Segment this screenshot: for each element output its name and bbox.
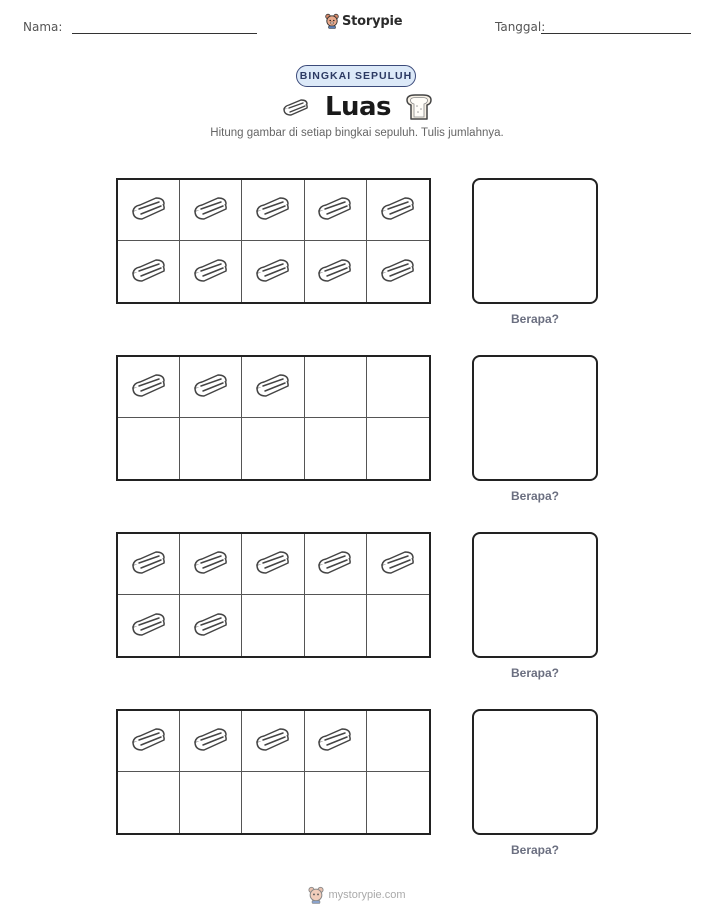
ten-frame-cell <box>367 711 429 772</box>
ten-frame-cell <box>367 357 429 418</box>
ten-frame-cell <box>305 772 367 833</box>
ten-frame-cell <box>242 772 304 833</box>
ten-frame-cell <box>367 534 429 595</box>
ten-frame-cell <box>180 595 242 656</box>
ten-frame-cell <box>242 595 304 656</box>
ten-frame-cell <box>367 418 429 479</box>
footer <box>0 886 714 904</box>
ten-frame-cell <box>242 357 304 418</box>
towel-icon <box>253 370 293 404</box>
answer-box[interactable] <box>472 178 598 304</box>
towel-icon <box>129 547 169 581</box>
towel-icon <box>315 547 355 581</box>
ten-frame <box>116 178 431 304</box>
ten-frame-cell <box>118 534 180 595</box>
ten-frame-cell <box>118 595 180 656</box>
towel-icon <box>253 547 293 581</box>
ten-frame-cell <box>118 418 180 479</box>
towel-icon <box>191 724 231 758</box>
ten-frame <box>116 709 431 835</box>
date-field[interactable] <box>541 33 691 34</box>
towel-icon <box>253 193 293 227</box>
ten-frame-cell <box>367 772 429 833</box>
ten-frame-cell <box>180 534 242 595</box>
answer-label: Berapa? <box>510 312 560 326</box>
towel-icon <box>315 724 355 758</box>
towel-icon <box>315 255 355 289</box>
mascot-icon <box>308 886 324 904</box>
ten-frame-cell <box>305 595 367 656</box>
title-row <box>0 92 714 122</box>
towel-icon <box>378 547 418 581</box>
towel-icon <box>191 370 231 404</box>
towel-icon <box>378 193 418 227</box>
ten-frame-cell <box>118 772 180 833</box>
ten-frame-cell <box>180 241 242 302</box>
answer-box[interactable] <box>472 532 598 658</box>
ten-frame-cell <box>305 357 367 418</box>
ten-frame-cell <box>118 241 180 302</box>
ten-frame <box>116 355 431 481</box>
towel-icon <box>281 96 311 118</box>
ten-frame-cell <box>118 180 180 241</box>
ten-frame-cell <box>367 180 429 241</box>
answer-box[interactable] <box>472 355 598 481</box>
page-title: Luas <box>324 92 392 122</box>
logo <box>325 13 402 29</box>
bread-slice-icon <box>405 93 433 121</box>
towel-icon <box>191 255 231 289</box>
ten-frame-cell <box>367 595 429 656</box>
towel-icon <box>315 193 355 227</box>
ten-frame-cell <box>180 418 242 479</box>
towel-icon <box>191 193 231 227</box>
worksheet-badge: BINGKAI SEPULUH <box>296 65 416 87</box>
ten-frame-cell <box>118 357 180 418</box>
answer-label: Berapa? <box>510 843 560 857</box>
ten-frame-cell <box>180 357 242 418</box>
towel-icon <box>191 609 231 643</box>
mascot-icon <box>325 13 339 29</box>
ten-frame-cell <box>242 418 304 479</box>
towel-icon <box>129 193 169 227</box>
answer-label: Berapa? <box>510 489 560 503</box>
towel-icon <box>378 255 418 289</box>
date-label: Tanggal: <box>495 20 546 34</box>
ten-frame-cell <box>242 180 304 241</box>
ten-frame-cell <box>305 180 367 241</box>
instructions: Hitung gambar di setiap bingkai sepuluh. Tulis jumlahnya. <box>210 127 504 139</box>
ten-frame-cell <box>180 180 242 241</box>
footer-url: mystorypie.com <box>328 889 406 901</box>
towel-icon <box>129 370 169 404</box>
ten-frame-cell <box>305 711 367 772</box>
towel-icon <box>191 547 231 581</box>
ten-frame-cell <box>180 711 242 772</box>
ten-frame-cell <box>118 711 180 772</box>
brand-name: Storypie <box>342 13 403 29</box>
ten-frame-cell <box>242 711 304 772</box>
towel-icon <box>129 724 169 758</box>
name-field[interactable] <box>72 33 257 34</box>
ten-frame-cell <box>180 772 242 833</box>
towel-icon <box>129 255 169 289</box>
ten-frame-cell <box>367 241 429 302</box>
towel-icon <box>253 255 293 289</box>
towel-icon <box>129 609 169 643</box>
ten-frame-cell <box>305 418 367 479</box>
name-label: Nama: <box>23 20 63 34</box>
ten-frame-cell <box>305 241 367 302</box>
ten-frame-cell <box>242 241 304 302</box>
ten-frame-cell <box>242 534 304 595</box>
towel-icon <box>253 724 293 758</box>
answer-label: Berapa? <box>510 666 560 680</box>
ten-frame <box>116 532 431 658</box>
answer-box[interactable] <box>472 709 598 835</box>
ten-frame-cell <box>305 534 367 595</box>
